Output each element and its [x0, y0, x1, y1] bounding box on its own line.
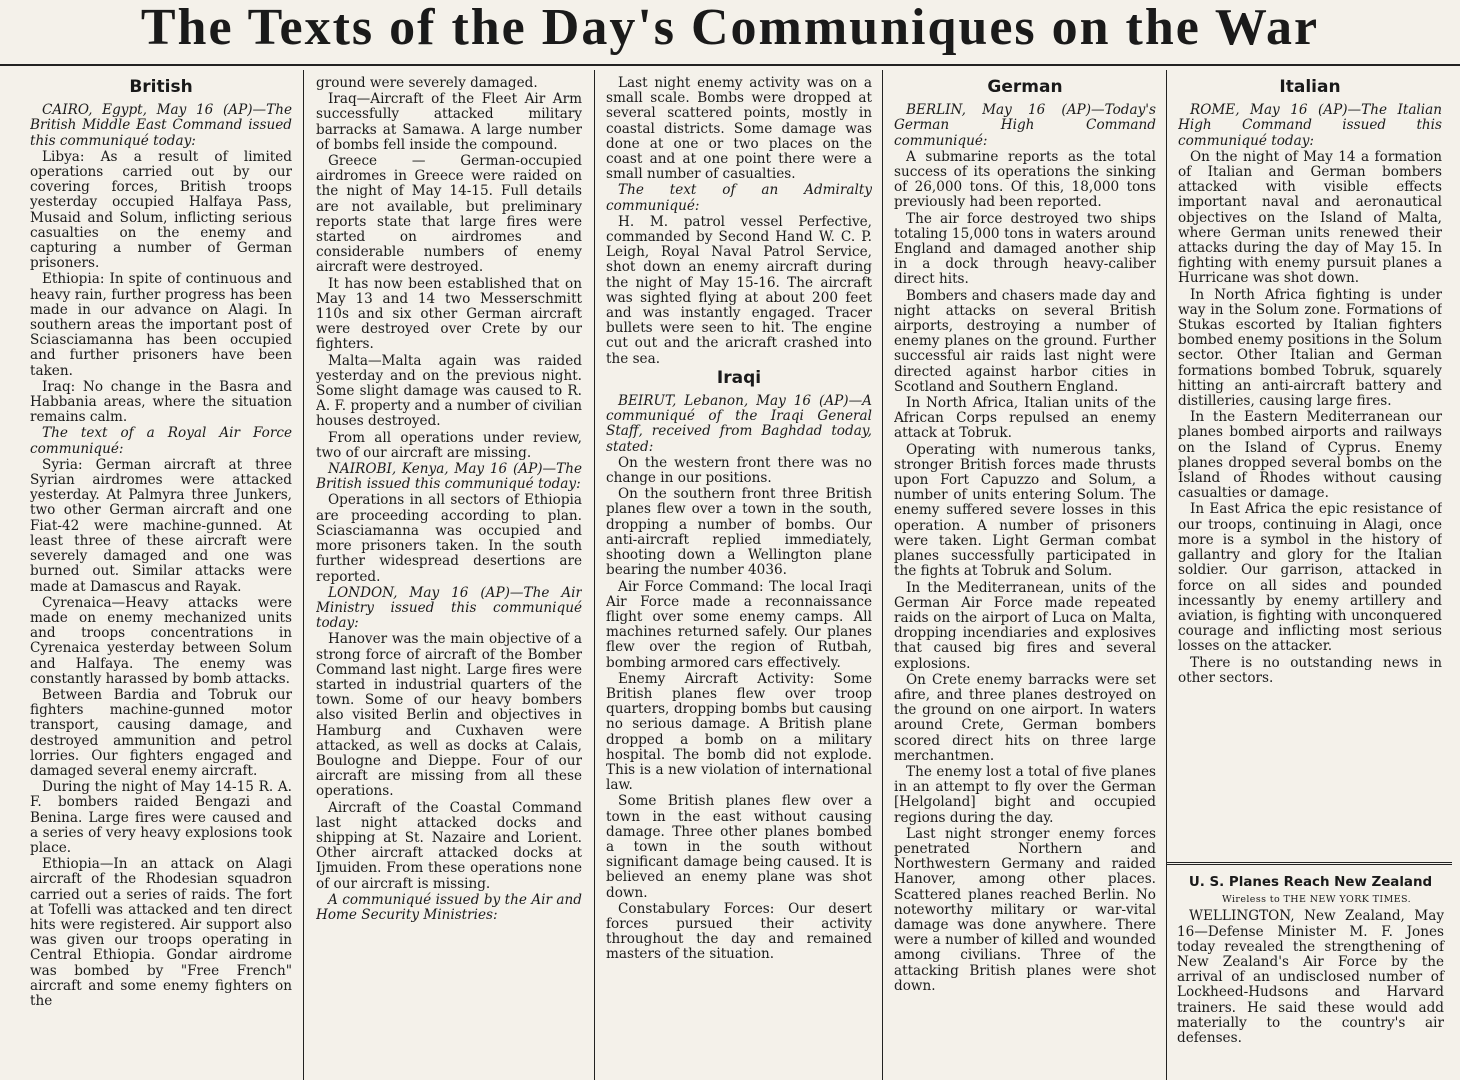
paragraph: In the Eastern Mediterranean our planes bombed airports and railways on the Island of Cyprus. Enemy planes dropped several bombs on the Island of Rhodes without causing casualties or damage.	[1178, 409, 1442, 502]
paragraph: In the Mediterranean, units of the German Air Force made repeated raids on the airport of Luca on Malta, dropping incendiaries and explosives that caused big fires and several explosions.	[894, 579, 1156, 672]
box-body: WELLINGTON, New Zealand, May 16—Defense Minister M. F. Jones today revealed the strengthening of New Zealand's Air Force by the arrival of an undisclosed number of Lockheed-Hudsons and Harvard trainers. He said these would add materially to the country's air defenses.	[1177, 908, 1444, 1047]
dateline: BEIRUT, Lebanon, May 16 (AP)—A communiqué of the Iraqi General Staff, received from Baghdad today, stated:	[606, 393, 872, 455]
paragraph: Hanover was the main objective of a strong force of aircraft of the Bomber Command last night. Large fires were started in industrial quarters of the town. Some of our heavy bombers also visited Berlin and objectives in Hamburg and Cuxhaven were attacked, as well as docks at Calais, Boulogne and Dieppe. Four of our aircraft are missing from all these operations.	[316, 631, 582, 800]
column-5	[1178, 76, 1442, 856]
paragraph: Operations in all sectors of Ethiopia are proceeding according to plan. Sciasciamanna was occupied and more prisoners taken. In the south further widespread desertions are reported.	[316, 492, 582, 585]
paragraph: On the western front there was no change in our positions.	[606, 454, 872, 487]
news-box	[1166, 862, 1452, 1062]
headline-rule	[0, 64, 1460, 66]
column-2	[316, 76, 582, 1076]
column-3	[606, 76, 872, 1076]
column-1	[30, 76, 292, 1076]
headline: The Texts of the Day's Communiques on the War	[140, 0, 1320, 56]
section-heading: Iraqi	[716, 367, 762, 388]
dateline: BERLIN, May 16 (AP)—Today's German High Command communiqué:	[894, 102, 1156, 149]
box-credit: Wireless to THE NEW YORK TIMES.	[1221, 894, 1412, 906]
paragraph: From all operations under review, two of our aircraft are missing.	[316, 429, 582, 461]
paragraph: In East Africa the epic resistance of our troops, continuing in Alagi, once more is a symbol in the history of gallantry and glory for the Italian soldier. Our garrison, attacked in force on all sides and pounded incessantly by enemy artillery and aviation, is fighting with unconquered courage and inflicting most serious losses on the attacker.	[1178, 501, 1442, 655]
communique-intro: The text of an Admiralty communiqué:	[606, 182, 872, 214]
paragraph: Aircraft of the Coastal Command last night attacked docks and shipping at St. Nazaire and Lorient. Other aircraft attacked docks at Ijmuiden. From these operations none of our aircraft is missing.	[316, 799, 582, 892]
paragraph: Iraq—Aircraft of the Fleet Air Arm successfully attacked military barracks at Samawa. A large number of bombs fell inside the compound.	[316, 91, 582, 153]
column-rule	[882, 70, 883, 1080]
paragraph: On Crete enemy barracks were set afire, and three planes destroyed on the ground on one airport. In waters around Crete, German bombers scored direct hits on three large merchantmen.	[894, 671, 1156, 764]
paragraph: The air force destroyed two ships totaling 15,000 tons in waters around England and damaged another ship in a dock through heavy-caliber direct hits.	[894, 210, 1156, 288]
paragraph: Between Bardia and Tobruk our fighters machine-gunned motor transport, causing damage, and destroyed ammunition and petrol lorries. Our fighters engaged and damaged several enemy aircraft.	[30, 686, 292, 779]
section-heading: German	[987, 77, 1063, 97]
box-title: U. S. Planes Reach New Zealand	[1188, 875, 1433, 890]
paragraph: Ethiopia: In spite of continuous and heavy rain, further progress has been made in our advance on Alagi. In southern areas the important post of Sciasciamanna has been occupied and further prisoners have been taken.	[30, 271, 292, 379]
paragraph: H. M. patrol vessel Perfective, commanded by Second Hand W. C. P. Leigh, Royal Naval Patrol Service, shot down an enemy aircraft during the night of May 15-16. The aircraft was sighted flying at about 200 feet and was instantly engaged. Tracer bullets were seen to hit. The engine cut out and the aricraft crashed into the sea.	[606, 213, 872, 367]
paragraph: Air Force Command: The local Iraqi Air Force made a reconnaissance flight over some enemy camps. All machines returned safely. Our planes flew over the region of Rutbah, bombing armored cars effectively.	[606, 578, 872, 671]
paragraph: Constabulary Forces: Our desert forces pursued their activity throughout the day and remained masters of the situation.	[606, 900, 872, 963]
paragraph: Last night enemy activity was on a small scale. Bombs were dropped at several scattered points, mostly in coastal districts. Some damage was done at one or two places on the coast and at one point there were a small number of casualties.	[606, 76, 872, 183]
communique-intro: The text of a Royal Air Force communiqué:	[30, 425, 292, 457]
paragraph: Last night stronger enemy forces penetrated Northern and Northwestern Germany and raided Hanover, among other places. Scattered planes reached Berlin. No noteworthy military or war-vital damage was done anywhere. There were a number of killed and wounded among civilians. Three of the attacking British planes were shot down.	[894, 825, 1156, 994]
section-heading: British	[129, 77, 193, 97]
paragraph: It has now been established that on May 13 and 14 two Messerschmitt 110s and six other German aircraft were destroyed over Crete by our fighters.	[316, 275, 582, 353]
paragraph: Greece — German-occupied airdromes in Greece were raided on the night of May 14-15. Full details are not available, but preliminary reports state that large fires were started on airdromes and considerable numbers of enemy aircraft were destroyed.	[316, 153, 582, 276]
paragraph: Cyrenaica—Heavy attacks were made on enemy mechanized units and troops concentrations in Cyrenaica yesterday between Solum and Halfaya. The enemy was constantly harassed by bomb attacks.	[30, 594, 292, 687]
dateline: LONDON, May 16 (AP)—The Air Ministry issued this communiqué today:	[316, 584, 582, 632]
continued-paragraph: ground were severely damaged.	[316, 76, 538, 91]
paragraph: Syria: German aircraft at three Syrian airdromes were attacked yesterday. At Palmyra three Junkers, two other German aircraft and one Fiat-42 were machine-gunned. At least three of these aircraft were severely damaged and one was burned out. Similar attacks were made at Damascus and Rayak.	[30, 456, 292, 595]
paragraph: There is no outstanding news in other sectors.	[1178, 654, 1442, 686]
communique-intro: A communiqué issued by the Air and Home Security Ministries:	[316, 891, 582, 923]
paragraph: During the night of May 14-15 R. A. F. bombers raided Bengazi and Benina. Large fires were caused and a series of very heavy explosions took place.	[30, 779, 292, 856]
paragraph: A submarine reports as the total success of its operations the sinking of 26,000 tons. Of this, 18,000 tons previously had been reported.	[894, 148, 1156, 211]
paragraph: On the southern front three British planes flew over a town in the south, dropping a number of bombs. Our anti-aircraft replied immediately, shooting down a Wellington plane bearing the number 4036.	[606, 486, 872, 579]
paragraph: Enemy Aircraft Activity: Some British planes flew over troop quarters, dropping bombs but causing no serious damage. A British plane dropped a bomb on a military hospital. The bomb did not explode. This is a new violation of international law.	[606, 670, 872, 794]
paragraph: The enemy lost a total of five planes in an attempt to fly over the German [Helgoland] bight and occupied regions during the day.	[894, 763, 1156, 826]
paragraph: Ethiopia—In an attack on Alagi aircraft of the Rhodesian squadron carried out a series of raids. The fort at Tofelli was attacked and ten direct hits were registered. Air support also was given our troops operating in Central Ethiopia. Gondar airdrome was bombed by "Free French" aircraft and some enemy fighters on the	[30, 856, 292, 1009]
paragraph: Operating with numerous tanks, stronger British forces made thrusts upon Fort Capuzzo and Solum, a number of units entering Solum. The enemy suffered severe losses in this operation. A number of prisoners were taken. Light German combat planes successfully participated in the fights at Tobruk and Solum.	[894, 441, 1156, 580]
dateline: NAIROBI, Kenya, May 16 (AP)—The British issued this communiqué today:	[316, 461, 582, 493]
paragraph: On the night of May 14 a formation of Italian and German bombers attacked with visible effects important naval and aeronautical objectives on the Island of Malta, where German units renewed their attacks during the day of May 15. In fighting with enemy pursuit planes a Hurricane was shot down.	[1178, 148, 1442, 287]
paragraph: Some British planes flew over a town in the east without causing damage. Three other planes bombed a town in the south without significant damage being caused. It is believed an enemy plane was shot down.	[606, 793, 872, 901]
paragraph: Libya: As a result of limited operations carried out by our covering forces, British troops yesterday occupied Halfaya Pass, Musaid and Solum, inflicting serious casualties on the enemy and capturing a number of German prisoners.	[30, 148, 292, 272]
paragraph: Iraq: No change in the Basra and Habbania areas, where the situation remains calm.	[30, 378, 292, 426]
column-rule	[594, 70, 595, 1080]
paragraph: Bombers and chasers made day and night attacks on several British airports, destroying a number of enemy planes on the ground. Further successful air raids last night were directed against harbor cities in Scotland and Southern England.	[894, 287, 1156, 395]
paragraph: In North Africa, Italian units of the African Corps repulsed an enemy attack at Tobruk.	[894, 395, 1156, 442]
column-4	[894, 76, 1156, 1076]
paragraph: Malta—Malta again was raided yesterday and on the previous night. Some slight damage was caused to R. A. F. property and a number of civilian houses destroyed.	[316, 352, 582, 430]
section-heading: Italian	[1279, 77, 1341, 97]
paragraph: In North Africa fighting is under way in the Solum zone. Formations of Stukas escorted by Italian fighters bombed enemy positions in the Solum sector. Other Italian and German formations bombed Tobruk, squarely hitting an anti-aircraft battery and distilleries, causing large fires.	[1178, 286, 1442, 410]
dateline: ROME, May 16 (AP)—The Italian High Command issued this communiqué today:	[1178, 102, 1442, 149]
dateline: CAIRO, Egypt, May 16 (AP)—The British Middle East Command issued this communiqué today:	[30, 102, 292, 149]
column-rule	[303, 70, 304, 1080]
